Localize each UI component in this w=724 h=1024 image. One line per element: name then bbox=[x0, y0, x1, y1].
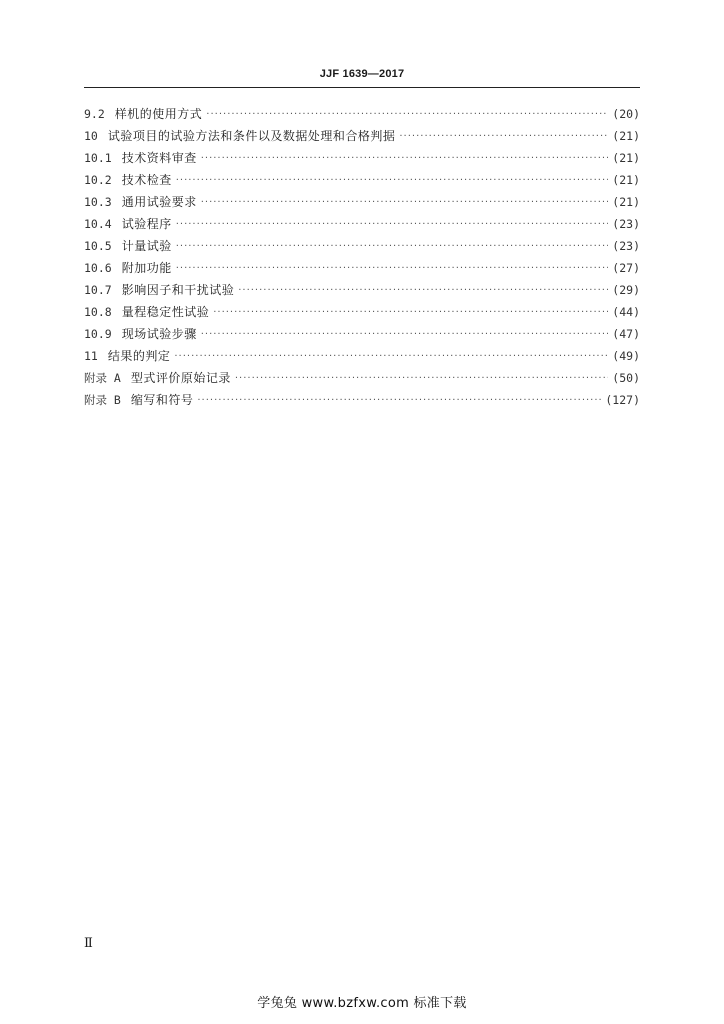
toc-entry-number: 11 bbox=[84, 349, 98, 363]
toc-dot-leader bbox=[176, 236, 609, 258]
toc-entry-title: 缩写和符号 bbox=[130, 393, 194, 407]
toc-entry-title: 试验项目的试验方法和条件以及数据处理和合格判据 bbox=[107, 129, 396, 143]
toc-dot-leader bbox=[176, 258, 609, 280]
toc-entry-title: 技术检查 bbox=[121, 173, 172, 187]
toc-entry[interactable] bbox=[84, 323, 640, 345]
header-rule bbox=[84, 87, 640, 88]
toc-entry[interactable] bbox=[84, 235, 640, 257]
toc-entry[interactable] bbox=[84, 257, 640, 279]
toc-entry-page: (21) bbox=[612, 151, 640, 165]
toc-entry-number: 10.4 bbox=[84, 217, 112, 231]
toc-dot-leader bbox=[174, 346, 608, 368]
toc-entry-page: (23) bbox=[612, 239, 640, 253]
toc-entry-title: 样机的使用方式 bbox=[114, 107, 203, 121]
toc-entry-number: 10.9 bbox=[84, 327, 112, 341]
toc-entry-page: (127) bbox=[605, 393, 640, 407]
toc-entry-number: 10.2 bbox=[84, 173, 112, 187]
toc-entry-number: 10.3 bbox=[84, 195, 112, 209]
toc-entry[interactable] bbox=[84, 345, 640, 367]
toc-entry-number: 10.1 bbox=[84, 151, 112, 165]
toc-entry-title: 通用试验要求 bbox=[121, 195, 197, 209]
toc-entry-title: 型式评价原始记录 bbox=[130, 371, 231, 385]
toc-entry[interactable] bbox=[84, 367, 640, 389]
toc-entry-title: 结果的判定 bbox=[107, 349, 171, 363]
toc-entry-page: (49) bbox=[612, 349, 640, 363]
toc-entry-title: 计量试验 bbox=[121, 239, 172, 253]
toc-entry-page: (23) bbox=[612, 217, 640, 231]
toc-dot-leader bbox=[201, 148, 609, 170]
toc-entry[interactable] bbox=[84, 191, 640, 213]
page-number: Ⅱ bbox=[84, 936, 93, 951]
watermark-text: 学兔兔 www.bzfxw.com 标准下载 bbox=[257, 996, 467, 1011]
toc-entry-page: (21) bbox=[612, 129, 640, 143]
toc-entry[interactable] bbox=[84, 279, 640, 301]
toc-dot-leader bbox=[213, 302, 608, 324]
toc-entry[interactable] bbox=[84, 147, 640, 169]
toc-entry-page: (20) bbox=[612, 107, 640, 121]
toc-entry-page: (29) bbox=[612, 283, 640, 297]
toc-entry-page: (27) bbox=[612, 261, 640, 275]
toc-entry[interactable] bbox=[84, 125, 640, 147]
toc-dot-leader bbox=[201, 324, 609, 346]
toc-entry-number: 10.7 bbox=[84, 283, 112, 297]
toc-entry-number: 9.2 bbox=[84, 107, 105, 121]
toc-entry-page: (47) bbox=[612, 327, 640, 341]
toc-dot-leader bbox=[197, 390, 601, 412]
toc-entry-title: 影响因子和干扰试验 bbox=[121, 283, 235, 297]
toc-entry-page: (21) bbox=[612, 195, 640, 209]
toc-entry[interactable] bbox=[84, 213, 640, 235]
toc-dot-leader bbox=[201, 192, 609, 214]
toc-entry-title: 技术资料审查 bbox=[121, 151, 197, 165]
toc-dot-leader bbox=[176, 214, 609, 236]
toc-entry-title: 量程稳定性试验 bbox=[121, 305, 210, 319]
toc-entry-title: 现场试验步骤 bbox=[121, 327, 197, 341]
toc-entry-page: (44) bbox=[612, 305, 640, 319]
toc-entry-number: 10 bbox=[84, 129, 98, 143]
toc-entry-number: 附录 A bbox=[84, 371, 121, 385]
toc-entry-number: 10.6 bbox=[84, 261, 112, 275]
toc-entry-page: (50) bbox=[612, 371, 640, 385]
toc-entry-page: (21) bbox=[612, 173, 640, 187]
table-of-contents bbox=[84, 103, 640, 411]
toc-entry-number: 10.8 bbox=[84, 305, 112, 319]
toc-dot-leader bbox=[206, 104, 608, 126]
toc-entry-title: 附加功能 bbox=[121, 261, 172, 275]
toc-entry[interactable] bbox=[84, 301, 640, 323]
toc-dot-leader bbox=[235, 368, 608, 390]
toc-dot-leader bbox=[238, 280, 608, 302]
toc-entry[interactable] bbox=[84, 389, 640, 411]
document-header: JJF 1639—2017 bbox=[319, 68, 405, 80]
toc-dot-leader bbox=[399, 126, 608, 148]
toc-entry[interactable] bbox=[84, 169, 640, 191]
toc-entry-title: 试验程序 bbox=[121, 217, 172, 231]
toc-entry-number: 10.5 bbox=[84, 239, 112, 253]
toc-entry-number: 附录 B bbox=[84, 393, 121, 407]
toc-dot-leader bbox=[176, 170, 609, 192]
toc-entry[interactable] bbox=[84, 103, 640, 125]
